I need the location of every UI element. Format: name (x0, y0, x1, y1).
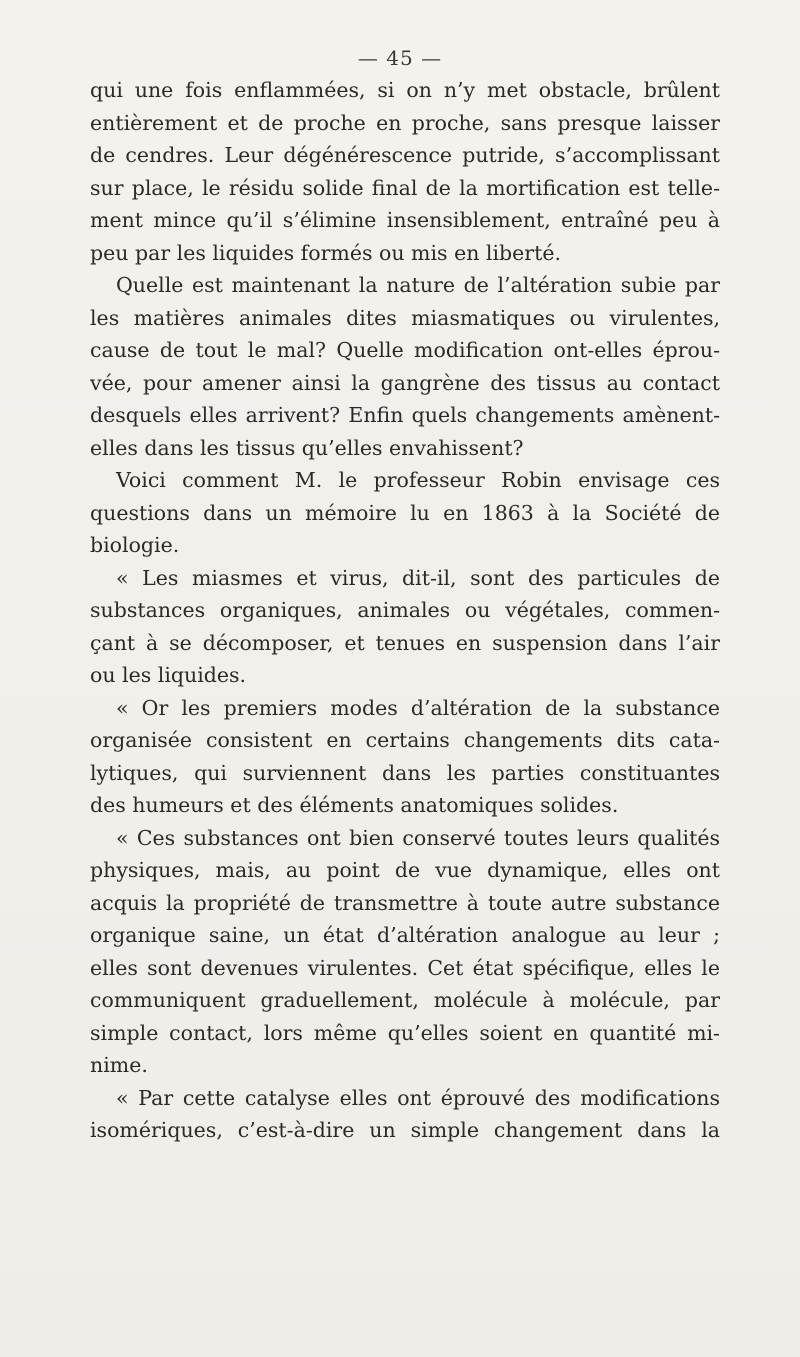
text-line: « Ces substances ont bien conservé toutes leurs qualités (116, 825, 720, 850)
text-line: cause de tout le mal? Quelle modification ont-elles éprou- (90, 338, 720, 362)
page-number: — 45 — (357, 46, 443, 70)
text-line: ou les liquides. (90, 663, 247, 687)
text-line: questions dans un mémoire lu en 1863 à la Société de (90, 500, 720, 525)
text-line: physiques, mais, au point de vue dynamique, elles ont (90, 858, 720, 882)
text-line: Voici comment M. le professeur Robin envisage ces (116, 468, 720, 492)
text-line: communiquent graduellement, molécule à molécule, par (90, 988, 720, 1012)
text-line: organique saine, un état d’altération analogue au leur ; (90, 923, 720, 947)
text-line: organisée consistent en certains changements dits cata- (90, 728, 720, 752)
text-line: lytiques, qui surviennent dans les parties constituantes (90, 760, 720, 785)
text-line: acquis la propriété de transmettre à toute autre substance (90, 890, 720, 915)
text-line: sur place, le résidu solide final de la mortification est telle- (90, 175, 720, 200)
text-line: biologie. (90, 533, 180, 557)
text-line: nime. (90, 1053, 148, 1077)
text-line: peu par les liquides formés ou mis en liberté. (90, 240, 561, 265)
text-line: desquels elles arrivent? Enfin quels changements amènent- (90, 403, 720, 427)
text-line: les matières animales dites miasmatiques ou virulentes, (90, 305, 720, 330)
text-line: qui une fois enflammées, si on n’y met obstacle, brûlent (90, 78, 720, 102)
text-line: vée, pour amener ainsi la gangrène des tissus au contact (90, 370, 720, 395)
text-line: « Or les premiers modes d’altération de la substance (116, 695, 720, 720)
text-line: Quelle est maintenant la nature de l’altération subie par (116, 273, 720, 297)
text-line: substances organiques, animales ou végétales, commen- (90, 598, 720, 622)
text-line: entièrement et de proche en proche, sans presque laisser (90, 110, 720, 135)
text-line: simple contact, lors même qu’elles soient en quantité mi- (90, 1020, 720, 1045)
body-text (90, 74, 720, 1147)
text-line: ment mince qu’il s’élimine insensiblement, entraîné peu à (90, 208, 720, 232)
text-line: elles sont devenues virulentes. Cet état spécifique, elles le (90, 955, 720, 980)
text-line: de cendres. Leur dégénérescence putride, s’accomplissant (90, 143, 720, 167)
text-line: elles dans les tissus qu’elles envahissent? (90, 435, 524, 460)
text-line: des humeurs et des éléments anatomiques solides. (90, 793, 619, 817)
text-line: çant à se décomposer, et tenues en suspension dans l’air (90, 630, 720, 655)
text-line: « Par cette catalyse elles ont éprouvé des modifications (116, 1085, 720, 1110)
text-line: « Les miasmes et virus, dit-il, sont des particules de (116, 565, 720, 590)
text-line: isomériques, c’est-à-dire un simple changement dans la (90, 1118, 720, 1142)
